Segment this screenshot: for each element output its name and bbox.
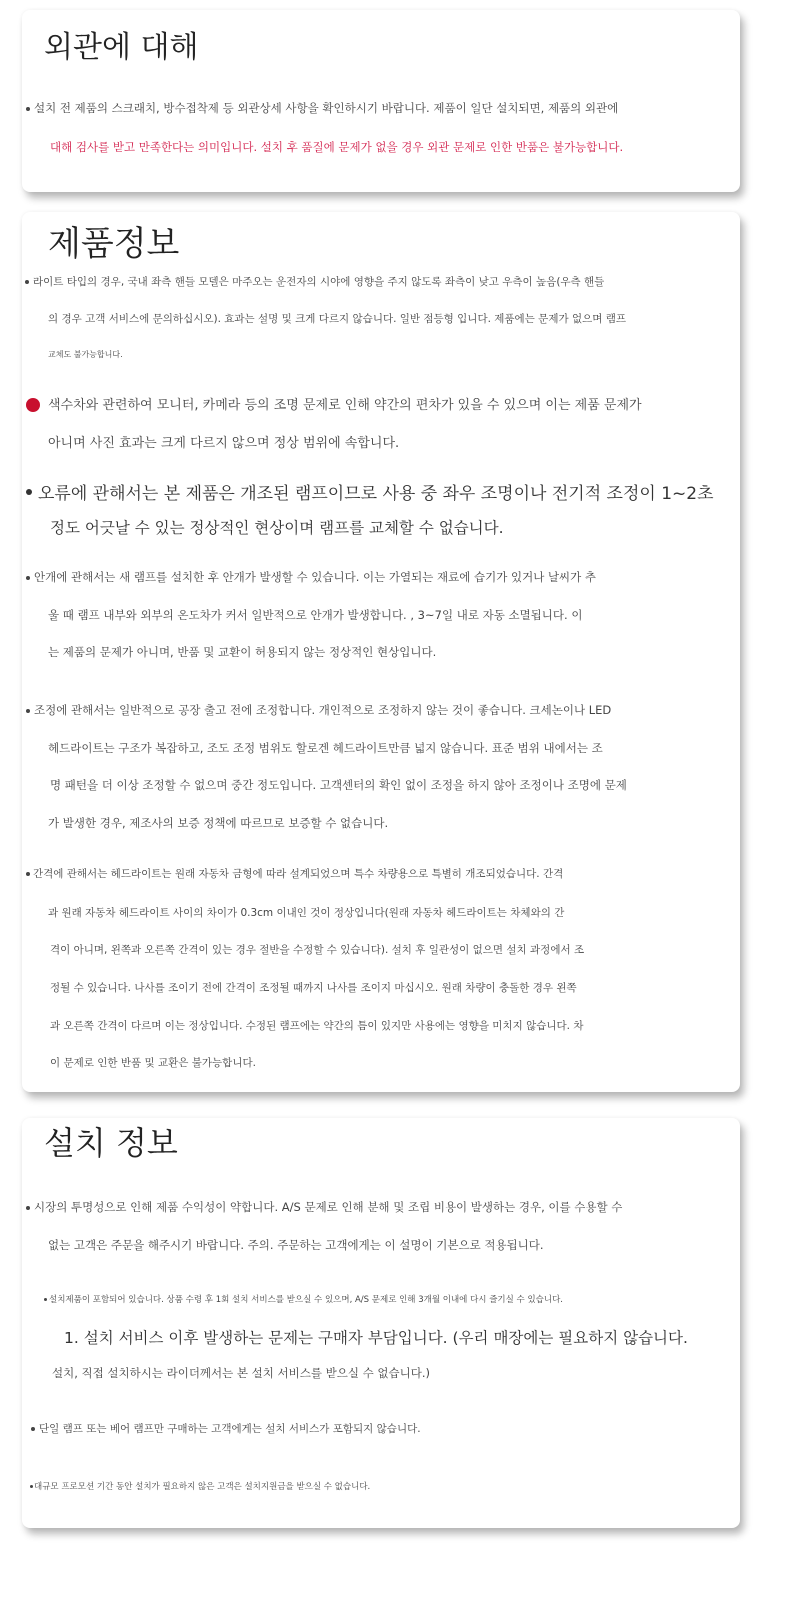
bullet-dot xyxy=(26,709,30,713)
bullet-dot xyxy=(44,1298,47,1301)
bullet-dot xyxy=(26,576,30,580)
install-p3-line-1: 1. 설치 서비스 이후 발생하는 문제는 구매자 부담입니다. (우리 매장에는 필요하지 않습니다. xyxy=(64,1329,688,1347)
product-p6-line-5: 과 오른쪽 간격이 다르며 이는 정상입니다. 수정된 램프에는 약간의 틈이 있지만 사용에는 영향을 미치지 않습니다. 차 xyxy=(50,1020,584,1032)
installation-info-title: 설치 정보 xyxy=(44,1124,178,1162)
product-p4-line-3: 는 제품의 문제가 아니며, 반품 및 교환이 허용되지 않는 정상적인 현상입니다. xyxy=(48,645,437,659)
bullet-dot xyxy=(26,1206,30,1210)
bullet-dot xyxy=(26,872,30,876)
installation-info-card xyxy=(22,1118,740,1528)
product-p5-line-4: 가 발생한 경우, 제조사의 보증 정책에 따르므로 보증할 수 없습니다. xyxy=(48,816,389,830)
bullet-dot xyxy=(26,107,30,111)
install-p3-line-2: 설치, 직접 설치하시는 라이더께서는 본 설치 서비스를 받으실 수 없습니다.) xyxy=(52,1366,430,1380)
product-p2-line-2: 아니며 사진 효과는 크게 다르지 않으며 정상 범위에 속합니다. xyxy=(48,436,400,451)
product-p5-line-3: 명 패턴을 더 이상 조정할 수 없으며 중간 정도입니다. 고객센터의 확인 없이 조정을 하지 않아 조정이나 조명에 문제 xyxy=(50,778,627,792)
bullet-dot xyxy=(25,280,29,284)
product-p6-line-2: 과 원래 자동차 헤드라이트 사이의 차이가 0.3cm 이내인 것이 정상입니다(원래 자동차 헤드라이트는 차체와의 간 xyxy=(48,907,565,919)
product-p1-line-3: 교체도 불가능합니다. xyxy=(48,350,123,359)
product-p3-line-1: 오류에 관해서는 본 제품은 개조된 램프이므로 사용 중 좌우 조명이나 전기적 조정이 1~2초 xyxy=(38,484,714,504)
product-p6-line-6: 이 문제로 인한 반품 및 교환은 불가능합니다. xyxy=(50,1057,256,1069)
appearance-title: 외관에 대해 xyxy=(44,30,199,65)
install-p1-line-2: 없는 고객은 주문을 해주시기 바랍니다. 주의. 주문하는 고객에게는 이 설명이 기본으로 적용됩니다. xyxy=(48,1238,544,1252)
product-p6-line-3: 격이 아니며, 왼쪽과 오른쪽 간격이 있는 경우 절반을 수정할 수 있습니다). 설치 후 일관성이 없으면 설치 과정에서 조 xyxy=(50,944,585,956)
appearance-line-2: 대해 검사를 받고 만족한다는 의미입니다. 설치 후 품질에 문제가 없을 경우 외관 문제로 인한 반품은 불가능합니다. xyxy=(50,140,624,154)
install-p1-line-1: 시장의 투명성으로 인해 제품 수익성이 약합니다. A/S 문제로 인해 분해 및 조립 비용이 발생하는 경우, 이를 수용할 수 xyxy=(34,1200,623,1214)
product-p1-line-2: 의 경우 고객 서비스에 문의하십시오). 효과는 설명 및 크게 다르지 않습니다. 일반 점등형 입니다. 제품에는 문제가 없으며 램프 xyxy=(48,313,626,325)
product-info-card xyxy=(22,212,740,1092)
product-p1-line-1: 라이트 타입의 경우, 국내 좌측 핸들 모델은 마주오는 운전자의 시야에 영향을 주지 않도록 좌측이 낮고 우측이 높음(우측 핸들 xyxy=(33,276,605,288)
bullet-dot xyxy=(31,1427,35,1431)
product-p4-line-1: 안개에 관해서는 새 램프를 설치한 후 안개가 발생할 수 있습니다. 이는 가열되는 재료에 습기가 있거나 날씨가 추 xyxy=(34,570,597,584)
install-p5-line-1: 대규모 프로모션 기간 동안 설치가 필요하지 않은 고객은 설치지원금을 받으실 수 없습니다. xyxy=(34,1482,371,1492)
product-info-title: 제품정보 xyxy=(48,224,180,264)
red-bullet-icon xyxy=(26,398,40,412)
product-p6-line-1: 간격에 관해서는 헤드라이트는 원래 자동차 금형에 따라 설계되었으며 특수 차량용으로 특별히 개조되었습니다. 간격 xyxy=(33,868,564,880)
bullet-dot xyxy=(30,1485,33,1488)
product-p4-line-2: 울 때 램프 내부와 외부의 온도차가 커서 일반적으로 안개가 발생합니다. , 3~7일 내로 자동 소멸됩니다. 이 xyxy=(48,608,583,622)
appearance-card xyxy=(22,10,740,192)
install-p4-line-1: 단일 램프 또는 베어 램프만 구매하는 고객에게는 설치 서비스가 포함되지 않습니다. xyxy=(39,1423,421,1435)
product-p6-line-4: 정될 수 있습니다. 나사를 조이기 전에 간격이 조정될 때까지 나사를 조이지 마십시오. 원래 차량이 충돌한 경우 왼쪽 xyxy=(50,982,577,994)
product-p5-line-2: 헤드라이트는 구조가 복잡하고, 조도 조정 범위도 할로겐 헤드라이트만큼 넓지 않습니다. 표준 범위 내에서는 조 xyxy=(48,741,603,755)
appearance-line-1: 설치 전 제품의 스크래치, 방수접착제 등 외관상세 사항을 확인하시기 바랍니다. 제품이 일단 설치되면, 제품의 외관에 xyxy=(34,101,619,115)
install-p2-line-1: 설치제품이 포함되어 있습니다. 상품 수령 후 1회 설치 서비스를 받으실 수 있으며, A/S 문제로 인해 3개월 이내에 다시 즐기실 수 있습니다. xyxy=(49,1295,564,1305)
product-p5-line-1: 조정에 관해서는 일반적으로 공장 출고 전에 조정합니다. 개인적으로 조정하지 않는 것이 좋습니다. 크세논이나 LED xyxy=(34,703,612,717)
product-p3-line-2: 정도 어긋날 수 있는 정상적인 현상이며 램프를 교체할 수 없습니다. xyxy=(50,519,504,537)
bullet-dot xyxy=(26,489,32,495)
product-p2-line-1: 색수차와 관련하여 모니터, 카메라 등의 조명 문제로 인해 약간의 편차가 있을 수 있으며 이는 제품 문제가 xyxy=(48,398,642,413)
